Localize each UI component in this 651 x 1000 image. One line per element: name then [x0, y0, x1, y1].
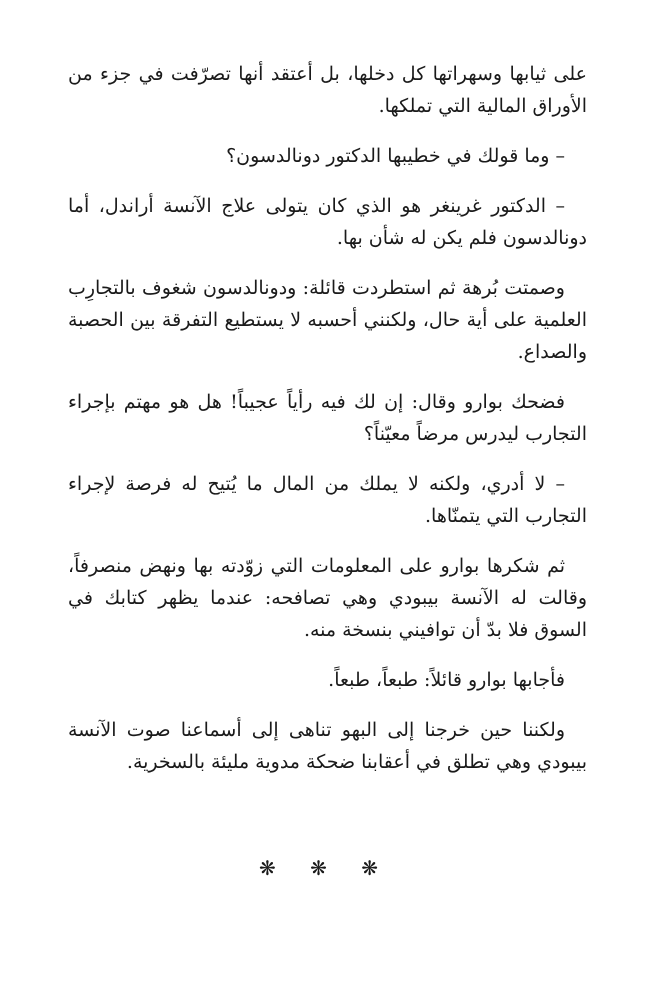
paragraph-5: فضحك بوارو وقال: إن لك فيه رأياً عجيباً! هل هو مهتم بإجراء التجارب ليدرس مرضاً معيّناً؟: [68, 391, 587, 445]
paragraph-9: ولكننا حين خرجنا إلى البهو تناهى إلى أسماعنا صوت الآنسة بيبودي وهي تطلق في أعقابنا ضحكة مدوية مليئة بالسخرية.: [68, 719, 587, 773]
paragraph-3: – الدكتور غرينغر هو الذي كان يتولى علاج الآنسة أراندل، أما دونالدسون فلم يكن له شأن بها.: [68, 195, 587, 249]
section-separator: ❋ ❋ ❋: [259, 856, 392, 880]
paragraph-6: – لا أدري، ولكنه لا يملك من المال ما يُتيح له فرصة لإجراء التجارب التي يتمنّاها.: [68, 473, 587, 527]
paragraph-2: – وما قولك في خطيبها الدكتور دونالدسون؟: [226, 145, 565, 167]
paragraph-4: وصمتت بُرهة ثم استطردت قائلة: ودونالدسون شغوف بالتجارِب العلمية على أية حال، ولكنني أحسبه لا يستطيع التفرقة بين الحصبة والصداع.: [68, 277, 587, 363]
paragraph-8: فأجابها بوارو قائلاً: طبعاً، طبعاً.: [328, 669, 565, 691]
page-body: [68, 58, 587, 796]
paragraph-1: على ثيابها وسهراتها كل دخلها، بل أعتقد أنها تصرّفت في جزء من الأوراق المالية التي تملكها.: [68, 63, 587, 117]
paragraph-7: ثم شكرها بوارو على المعلومات التي زوّدته بها ونهض منصرفاً، وقالت له الآنسة بيبودي وهي تصافحه: عندما يظهر كتابك في السوق فلا بدّ أن توافيني بنسخة منه.: [68, 555, 587, 641]
